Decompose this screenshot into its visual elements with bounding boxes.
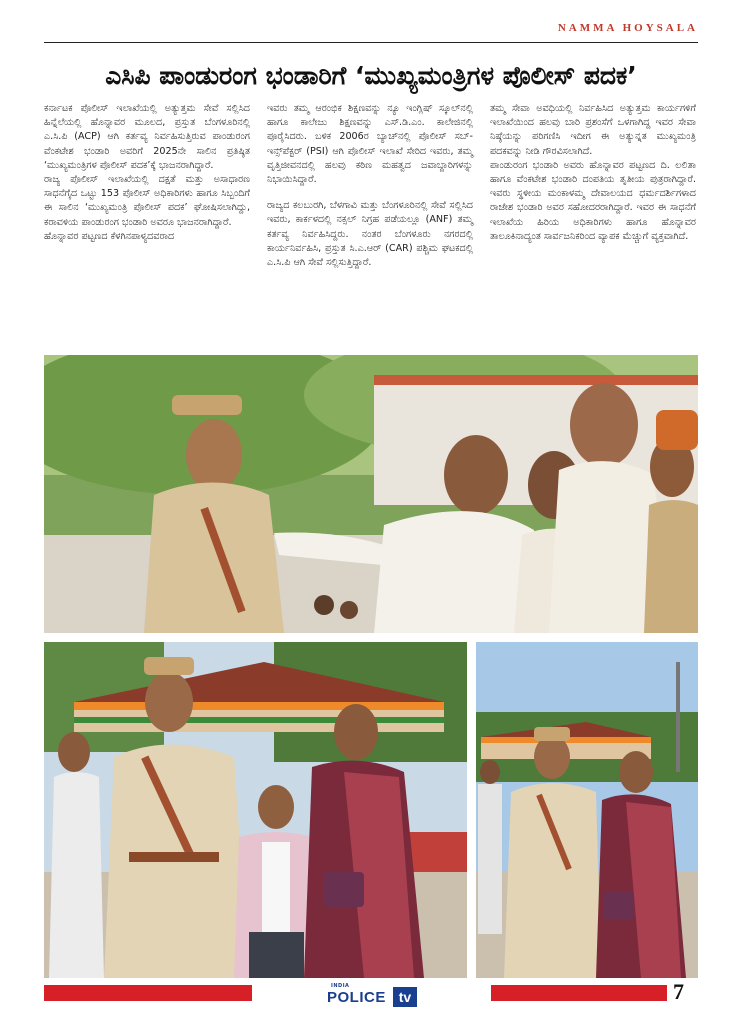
article-column-1 [44,102,250,244]
paragraph: ಕರ್ನಾಟಕ ಪೊಲೀಸ್ ಇಲಾಖೆಯಲ್ಲಿ ಅತ್ಯುತ್ತಮ ಸೇವೆ ಸಲ್ಲಿಸಿದ ಹಿನ್ನೆಲೆಯಲ್ಲಿ ಹೊನ್ನಾವರ ಮೂಲದ, ಪ್ರಸ್ತುತ ಬೆಂಗಳೂರಿನಲ್ಲಿ ಎ.ಸಿ.ಪಿ (ACP) ಆಗಿ ಕರ್ತವ್ಯ ನಿರ್ವಹಿಸುತ್ತಿರುವ ಪಾಂಡುರಂಗ ವೆಂಕಟೇಶ ಭಂಡಾರಿ ಅವರಿಗೆ 2025ನೇ ಸಾಲಿನ ಪ್ರತಿಷ್ಠಿತ ‘ಮುಖ್ಯಮಂತ್ರಿಗಳ ಪೊಲೀಸ್ ಪದಕ’ಕ್ಕೆ ಭಾಜನರಾಗಿದ್ದಾರೆ. [44,103,250,171]
article-column-3 [490,102,696,244]
paragraph: ತಮ್ಮ ಸೇವಾ ಅವಧಿಯಲ್ಲಿ ನಿರ್ವಹಿಸಿದ ಅತ್ಯುತ್ತಮ ಕಾರ್ಯಗಳಿಗೆ ಇಲಾಖೆಯಿಂದ ಹಲವು ಬಾರಿ ಪ್ರಶಂಸೆಗೆ ಒಳಗಾಗಿದ್ದ ಇವರ ಸೇವಾ ನಿಷ್ಠೆಯನ್ನು ಪರಿಗಣಿಸಿ ಇದೀಗ ಈ ಅತ್ಯುನ್ನತ ಮುಖ್ಯಮಂತ್ರಿ ಪದಕವನ್ನು ನೀಡಿ ಗೌರವಿಸಲಾಗಿದೆ. [490,103,696,157]
police-tv-logo [327,983,419,1009]
publication-brand: NAMMA HOYSALA [557,22,698,34]
masthead [44,22,698,43]
paragraph: ಪಾಂಡುರಂಗ ಭಂಡಾರಿ ಅವರು ಹೊನ್ನಾವರ ಪಟ್ಟಣದ ದಿ. ಲಲಿತಾ ಹಾಗೂ ವೆಂಕಟೇಶ ಭಂಡಾರಿ ದಂಪತಿಯ ತೃತೀಯ ಪುತ್ರರಾಗಿದ್ದಾರೆ. ಇವರು ಸ್ಥಳೀಯ ಮಂಕಾಳಮ್ಮ ದೇವಾಲಯದ ಧರ್ಮದರ್ಶಿಗಳಾದ ರಾಜೇಶ ಭಂಡಾರಿ ಅವರ ಸಹೋದರರಾಗಿದ್ದಾರೆ. ಇವರ ಈ ಸಾಧನೆಗೆ ಇಲಾಖೆಯ ಹಿರಿಯ ಅಧಿಕಾರಿಗಳು ಹಾಗೂ ಹೊನ್ನಾವರ ತಾಲೂಕಿನಾದ್ಯಂತ ಸಾರ್ವಜನಿಕರಿಂದ ವ್ಯಾಪಕ ಮೆಚ್ಚುಗೆ ವ್ಯಕ್ತವಾಗಿದೆ. [490,159,696,242]
page-number: 7 [673,979,684,1004]
footer-accent-bar-right [491,985,667,1001]
paragraph: ರಾಜ್ಯದ ಕಲಬುರಗಿ, ಬೆಳಗಾವಿ ಮತ್ತು ಬೆಂಗಳೂರಿನಲ್ಲಿ ಸೇವೆ ಸಲ್ಲಿಸಿದ ಇವರು, ಕಾರ್ಕಳದಲ್ಲಿ ನಕ್ಸಲ್ ನಿಗ್ರಹ ಪಡೆಯಲ್ಲೂ (ANF) ತಮ್ಮ ಕರ್ತವ್ಯ ನಿರ್ವಹಿಸಿದ್ದರು. ನಂತರ ಬೆಂಗಳೂರು ನಗರದಲ್ಲಿ ಕಾರ್ಯನಿರ್ವಹಿಸಿ, ಪ್ರಸ್ತುತ ಸಿ.ಎ.ಆರ್ (CAR) ಪಶ್ಚಿಮ ಘಟಕದಲ್ಲಿ ಎ.ಸಿ.ಪಿ ಆಗಿ ಸೇವೆ ಸಲ್ಲಿಸುತ್ತಿದ್ದಾರೆ. [267,200,473,269]
article-column-2 [267,102,473,270]
logo-police-text: POLICE [327,989,386,1006]
article-body [44,102,698,342]
footer-accent-bar-left [44,985,252,1001]
paragraph: ರಾಜ್ಯ ಪೊಲೀಸ್ ಇಲಾಖೆಯಲ್ಲಿ ದಕ್ಷತೆ ಮತ್ತು ಅಸಾಧಾರಣ ಸಾಧನೆಗೈದ ಒಟ್ಟು 153 ಪೊಲೀಸ್ ಅಧಿಕಾರಿಗಳು ಹಾಗೂ ಸಿಬ್ಬಂದಿಗೆ ಈ ಸಾಲಿನ ‘ಮುಖ್ಯಮಂತ್ರಿ ಪೊಲೀಸ್ ಪದಕ’ ಘೋಷಿಸಲಾಗಿದ್ದು, ಕರಾವಳಿಯ ಪಾಂಡುರಂಗ ಭಂಡಾರಿ ಅವರೂ ಭಾಜನರಾಗಿದ್ದಾರೆ. [44,174,250,228]
article-headline: ಎಸಿಪಿ ಪಾಂಡುರಂಗ ಭಂಡಾರಿಗೆ ‘ಮುಖ್ಯಮಂತ್ರಿಗಳ ಪೊಲೀಸ್ ಪದಕ’ [105,61,637,90]
family-photo [44,642,467,978]
paragraph: ಇವರು ತಮ್ಮ ಆರಂಭಿಕ ಶಿಕ್ಷಣವನ್ನು ನ್ಯೂ ಇಂಗ್ಲಿಷ್ ಸ್ಕೂಲ್‌ನಲ್ಲಿ ಹಾಗೂ ಕಾಲೇಜು ಶಿಕ್ಷಣವನ್ನು ಎಸ್.ಡಿ.ಎಂ. ಕಾಲೇಜಿನಲ್ಲಿ ಪೂರೈಸಿದರು. ಬಳಿಕ 2006ರ ಬ್ಯಾಚ್‌ನಲ್ಲಿ ಪೊಲೀಸ್ ಸಬ್-ಇನ್ಸ್‌ಪೆಕ್ಟರ್ (PSI) ಆಗಿ ಪೊಲೀಸ್ ಇಲಾಖೆ ಸೇರಿದ ಇವರು, ತಮ್ಮ ವೃತ್ತಿಜೀವನದಲ್ಲಿ ಹಲವು ಕಠಿಣ ಮಹತ್ವದ ಜವಾಬ್ದಾರಿಗಳನ್ನು ನಿಭಾಯಿಸಿದ್ದಾರೆ. [267,103,473,186]
logo-tv-text: tv [393,987,417,1007]
paragraph: ಹೊನ್ನಾವರ ಪಟ್ಟಣದ ಕೆಳಗಿನಪಾಳ್ಯದವರಾದ [44,230,175,242]
couple-photo [476,642,698,978]
logo-small-text: INDIA [331,983,350,989]
award-ceremony-photo [44,355,698,633]
